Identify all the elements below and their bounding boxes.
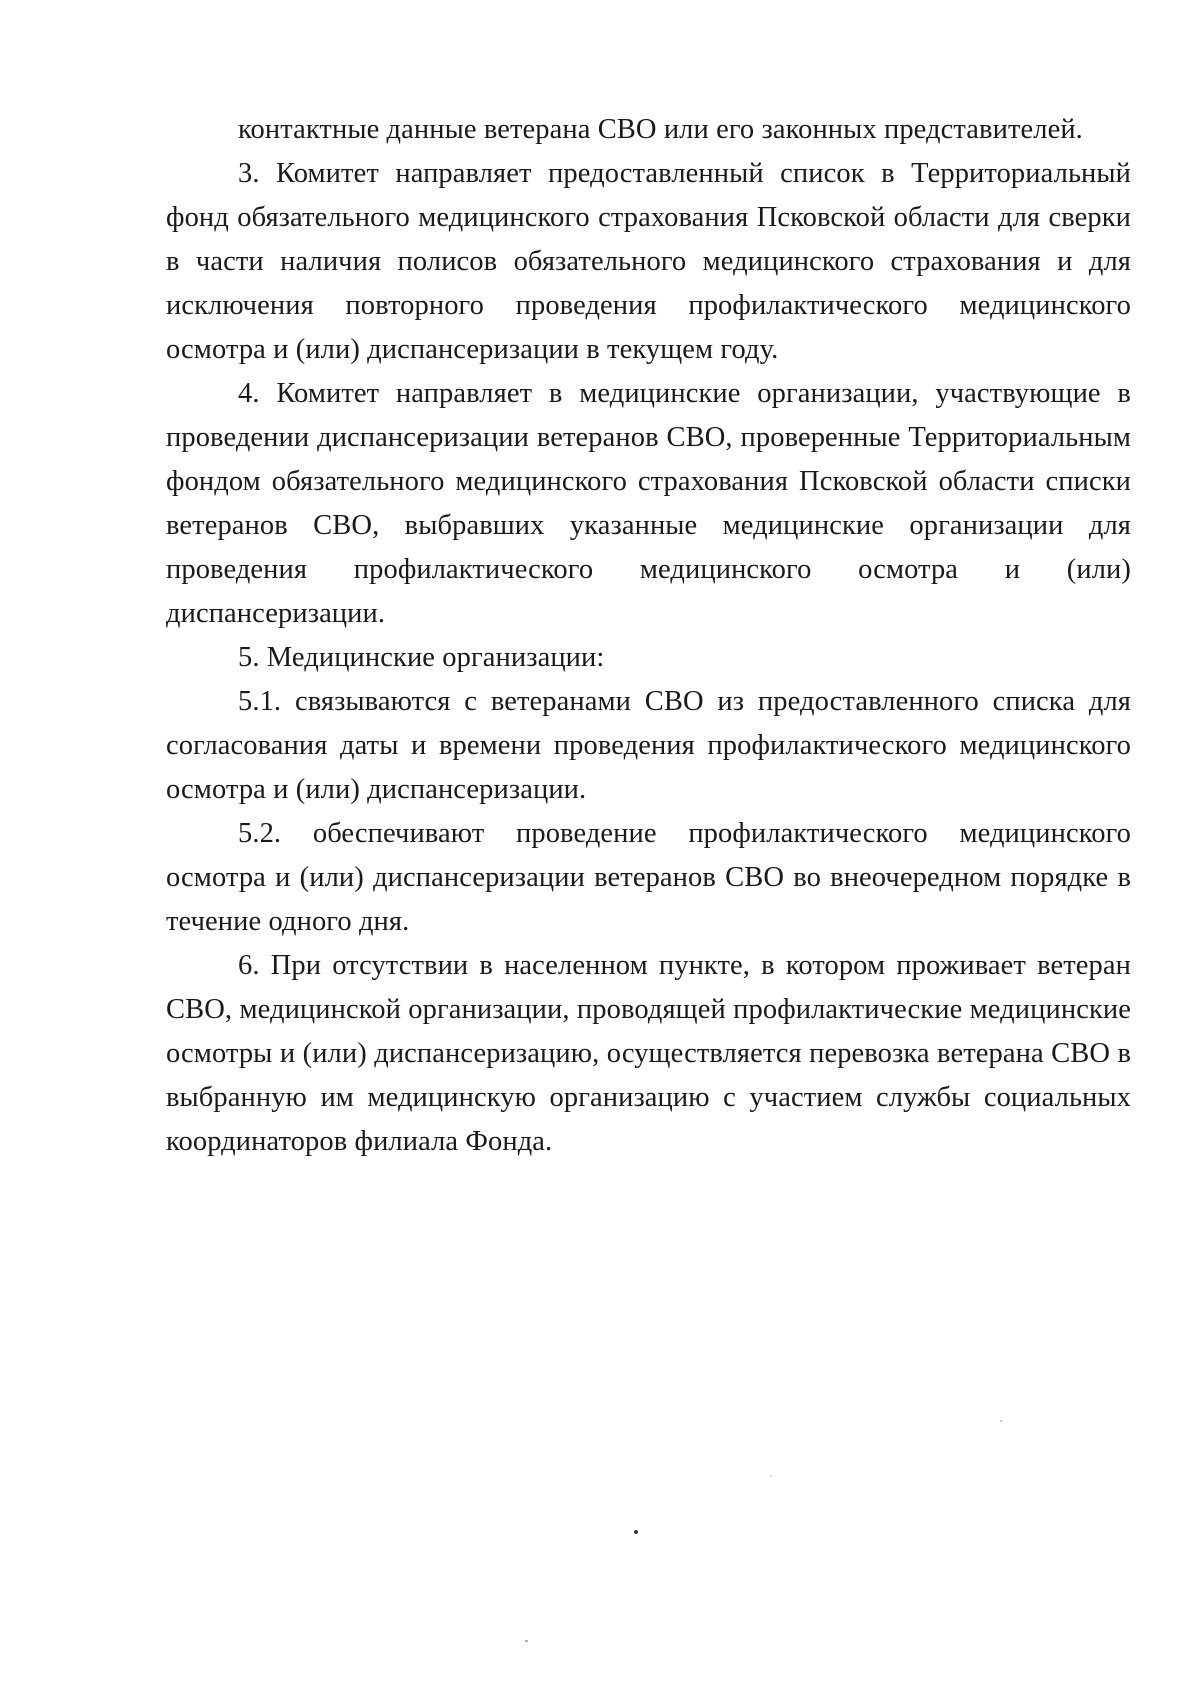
scan-speck: [634, 1530, 638, 1534]
paragraph-item-4: 4. Комитет направляет в медицинские организации, участвующие в проведении диспансеризации ветеранов СВО, проверенные Территориальным фондом обязательного медицинского страхования Псковской области списки ветеранов СВО, выбравших указанные медицинские организации для проведения профилактического медицинского осмотра и (или) диспансеризации.: [166, 378, 1131, 629]
paragraph-continuation: контактные данные ветерана СВО или его законных представителей.: [238, 114, 1083, 145]
document-body: [166, 108, 1131, 1164]
scan-speck: [525, 1640, 528, 1642]
paragraph-item-5: 5. Медицинские организации:: [238, 642, 605, 673]
paragraph-item-5-1: 5.1. связываются с ветеранами СВО из предоставленного списка для согласования даты и времени проведения профилактического медицинского осмотра и (или) диспансеризации.: [166, 686, 1131, 805]
paragraph-item-3: 3. Комитет направляет предоставленный список в Территориальный фонд обязательного медицинского страхования Псковской области для сверки в части наличия полисов обязательного медицинского страхования и для исключения повторного проведения профилактического медицинского осмотра и (или) диспансеризации в текущем году.: [166, 158, 1131, 365]
scan-speck: [770, 1475, 772, 1477]
paragraph-item-5-2: 5.2. обеспечивают проведение профилактического медицинского осмотра и (или) диспансеризации ветеранов СВО во внеочередном порядке в течение одного дня.: [166, 818, 1131, 937]
paragraph-item-6: 6. При отсутствии в населенном пункте, в котором проживает ветеран СВО, медицинской организации, проводящей профилактические медицинские осмотры и (или) диспансеризацию, осуществляется перевозка ветерана СВО в выбранную им медицинскую организацию с участием службы социальных координаторов филиала Фонда.: [166, 950, 1131, 1157]
scan-speck: [1000, 1420, 1002, 1422]
